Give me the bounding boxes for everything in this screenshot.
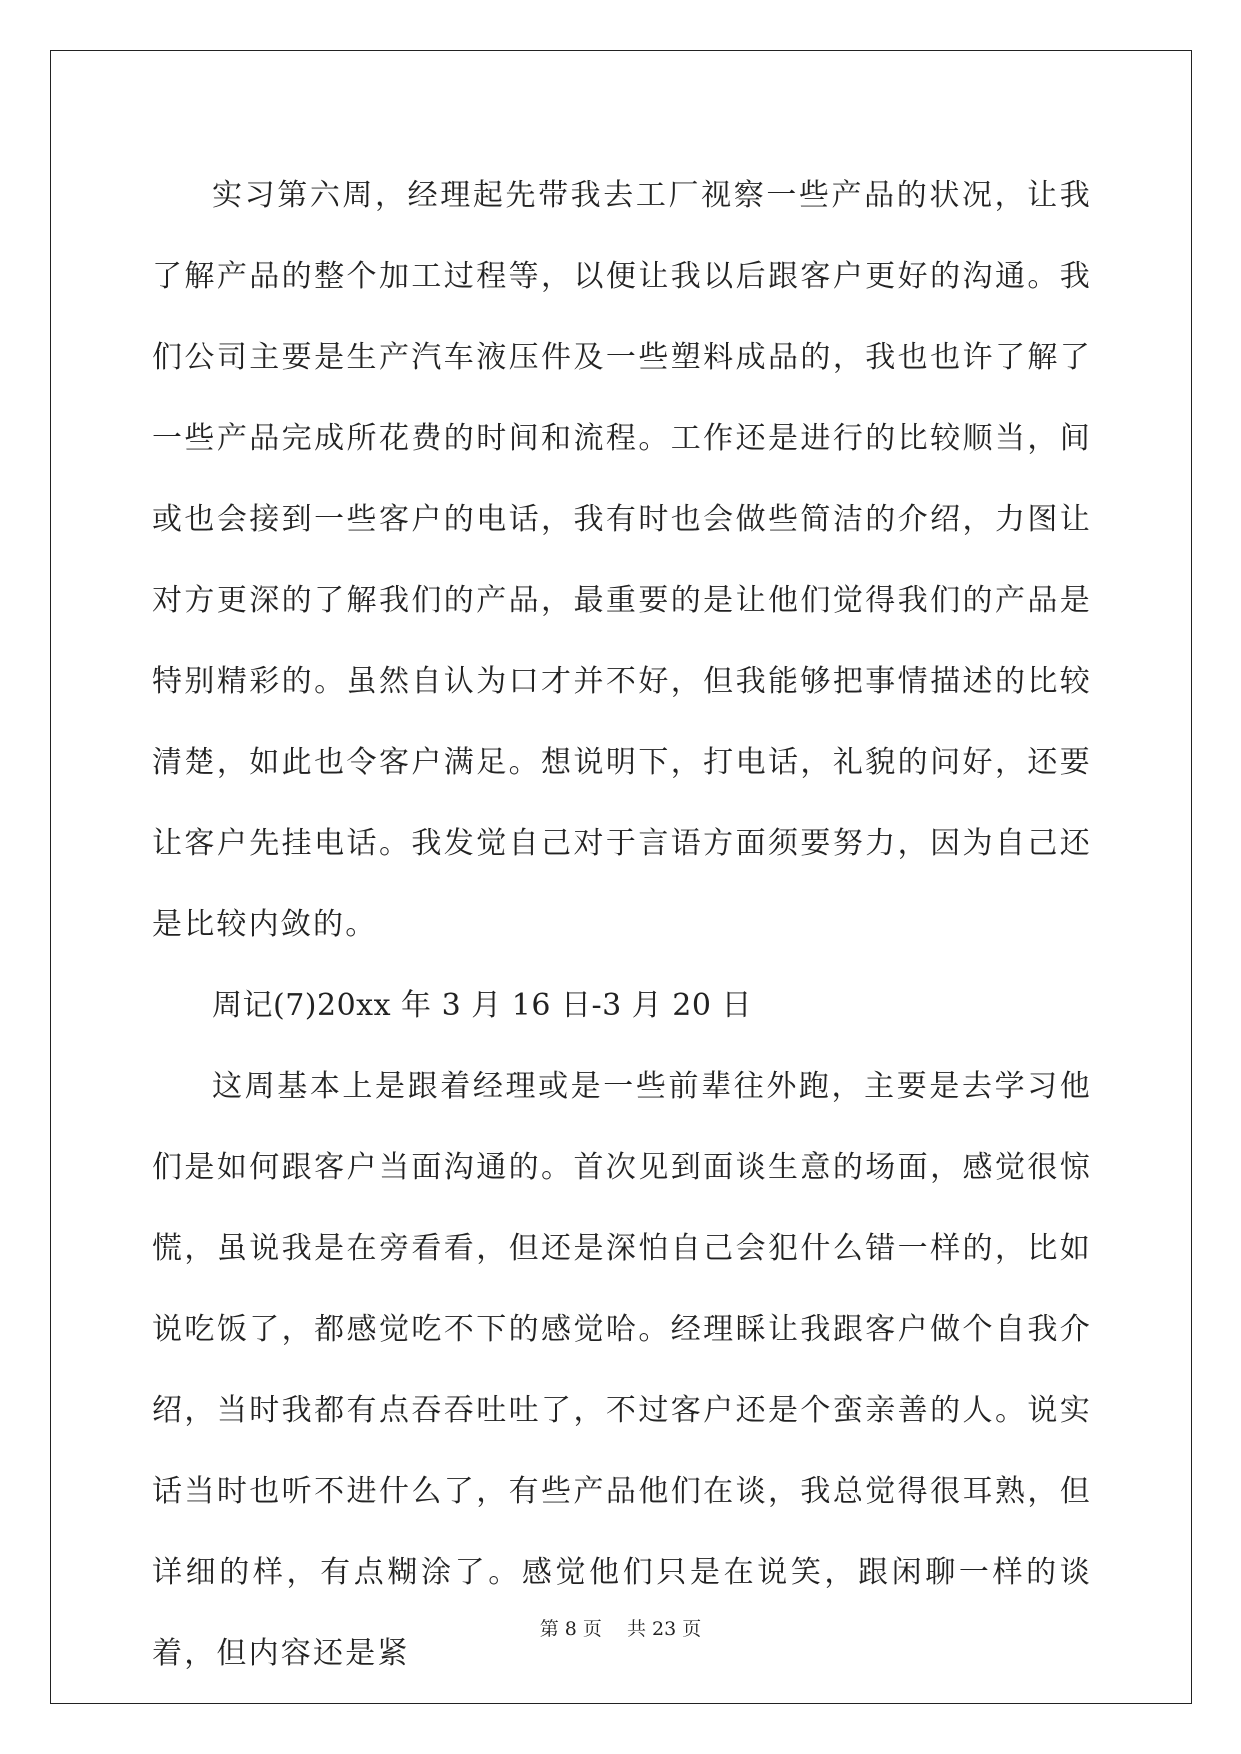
weekly-note-heading: 周记(7)20xx 年 3 月 16 日-3 月 20 日 — [212, 988, 752, 1023]
document-body — [152, 155, 1092, 1694]
paragraph-week-seven: 这周基本上是跟着经理或是一些前辈往外跑，主要是去学习他们是如何跟客户当面沟通的。首次见到面谈生意的场面，感觉很惊慌，虽说我是在旁看看，但还是深怕自己会犯什么错一样的，比如说吃饭了，都感觉吃不下的感觉哈。经理睬让我跟客户做个自我介绍，当时我都有点吞吞吐吐了，不过客户还是个蛮亲善的人。说实话当时也听不进什么了，有些产品他们在谈，我总觉得很耳熟，但详细的样，有点糊涂了。感觉他们只是在说笑，跟闲聊一样的谈着，但内容还是紧 — [152, 1069, 1092, 1671]
page-number-footer: 第 8 页 共 23 页 — [539, 1618, 702, 1640]
paragraph-week-six: 实习第六周，经理起先带我去工厂视察一些产品的状况，让我了解产品的整个加工过程等，以便让我以后跟客户更好的沟通。我们公司主要是生产汽车液压件及一些塑料成品的，我也也许了解了一些产品完成所花费的时间和流程。工作还是进行的比较顺当，间或也会接到一些客户的电话，我有时也会做些简洁的介绍，力图让对方更深的了解我们的产品，最重要的是让他们觉得我们的产品是特别精彩的。虽然自认为口才并不好，但我能够把事情描述的比较清楚，如此也令客户满足。想说明下，打电话，礼貌的问好，还要让客户先挂电话。我发觉自己对于言语方面须要努力，因为自己还是比较内敛的。 — [152, 178, 1092, 942]
